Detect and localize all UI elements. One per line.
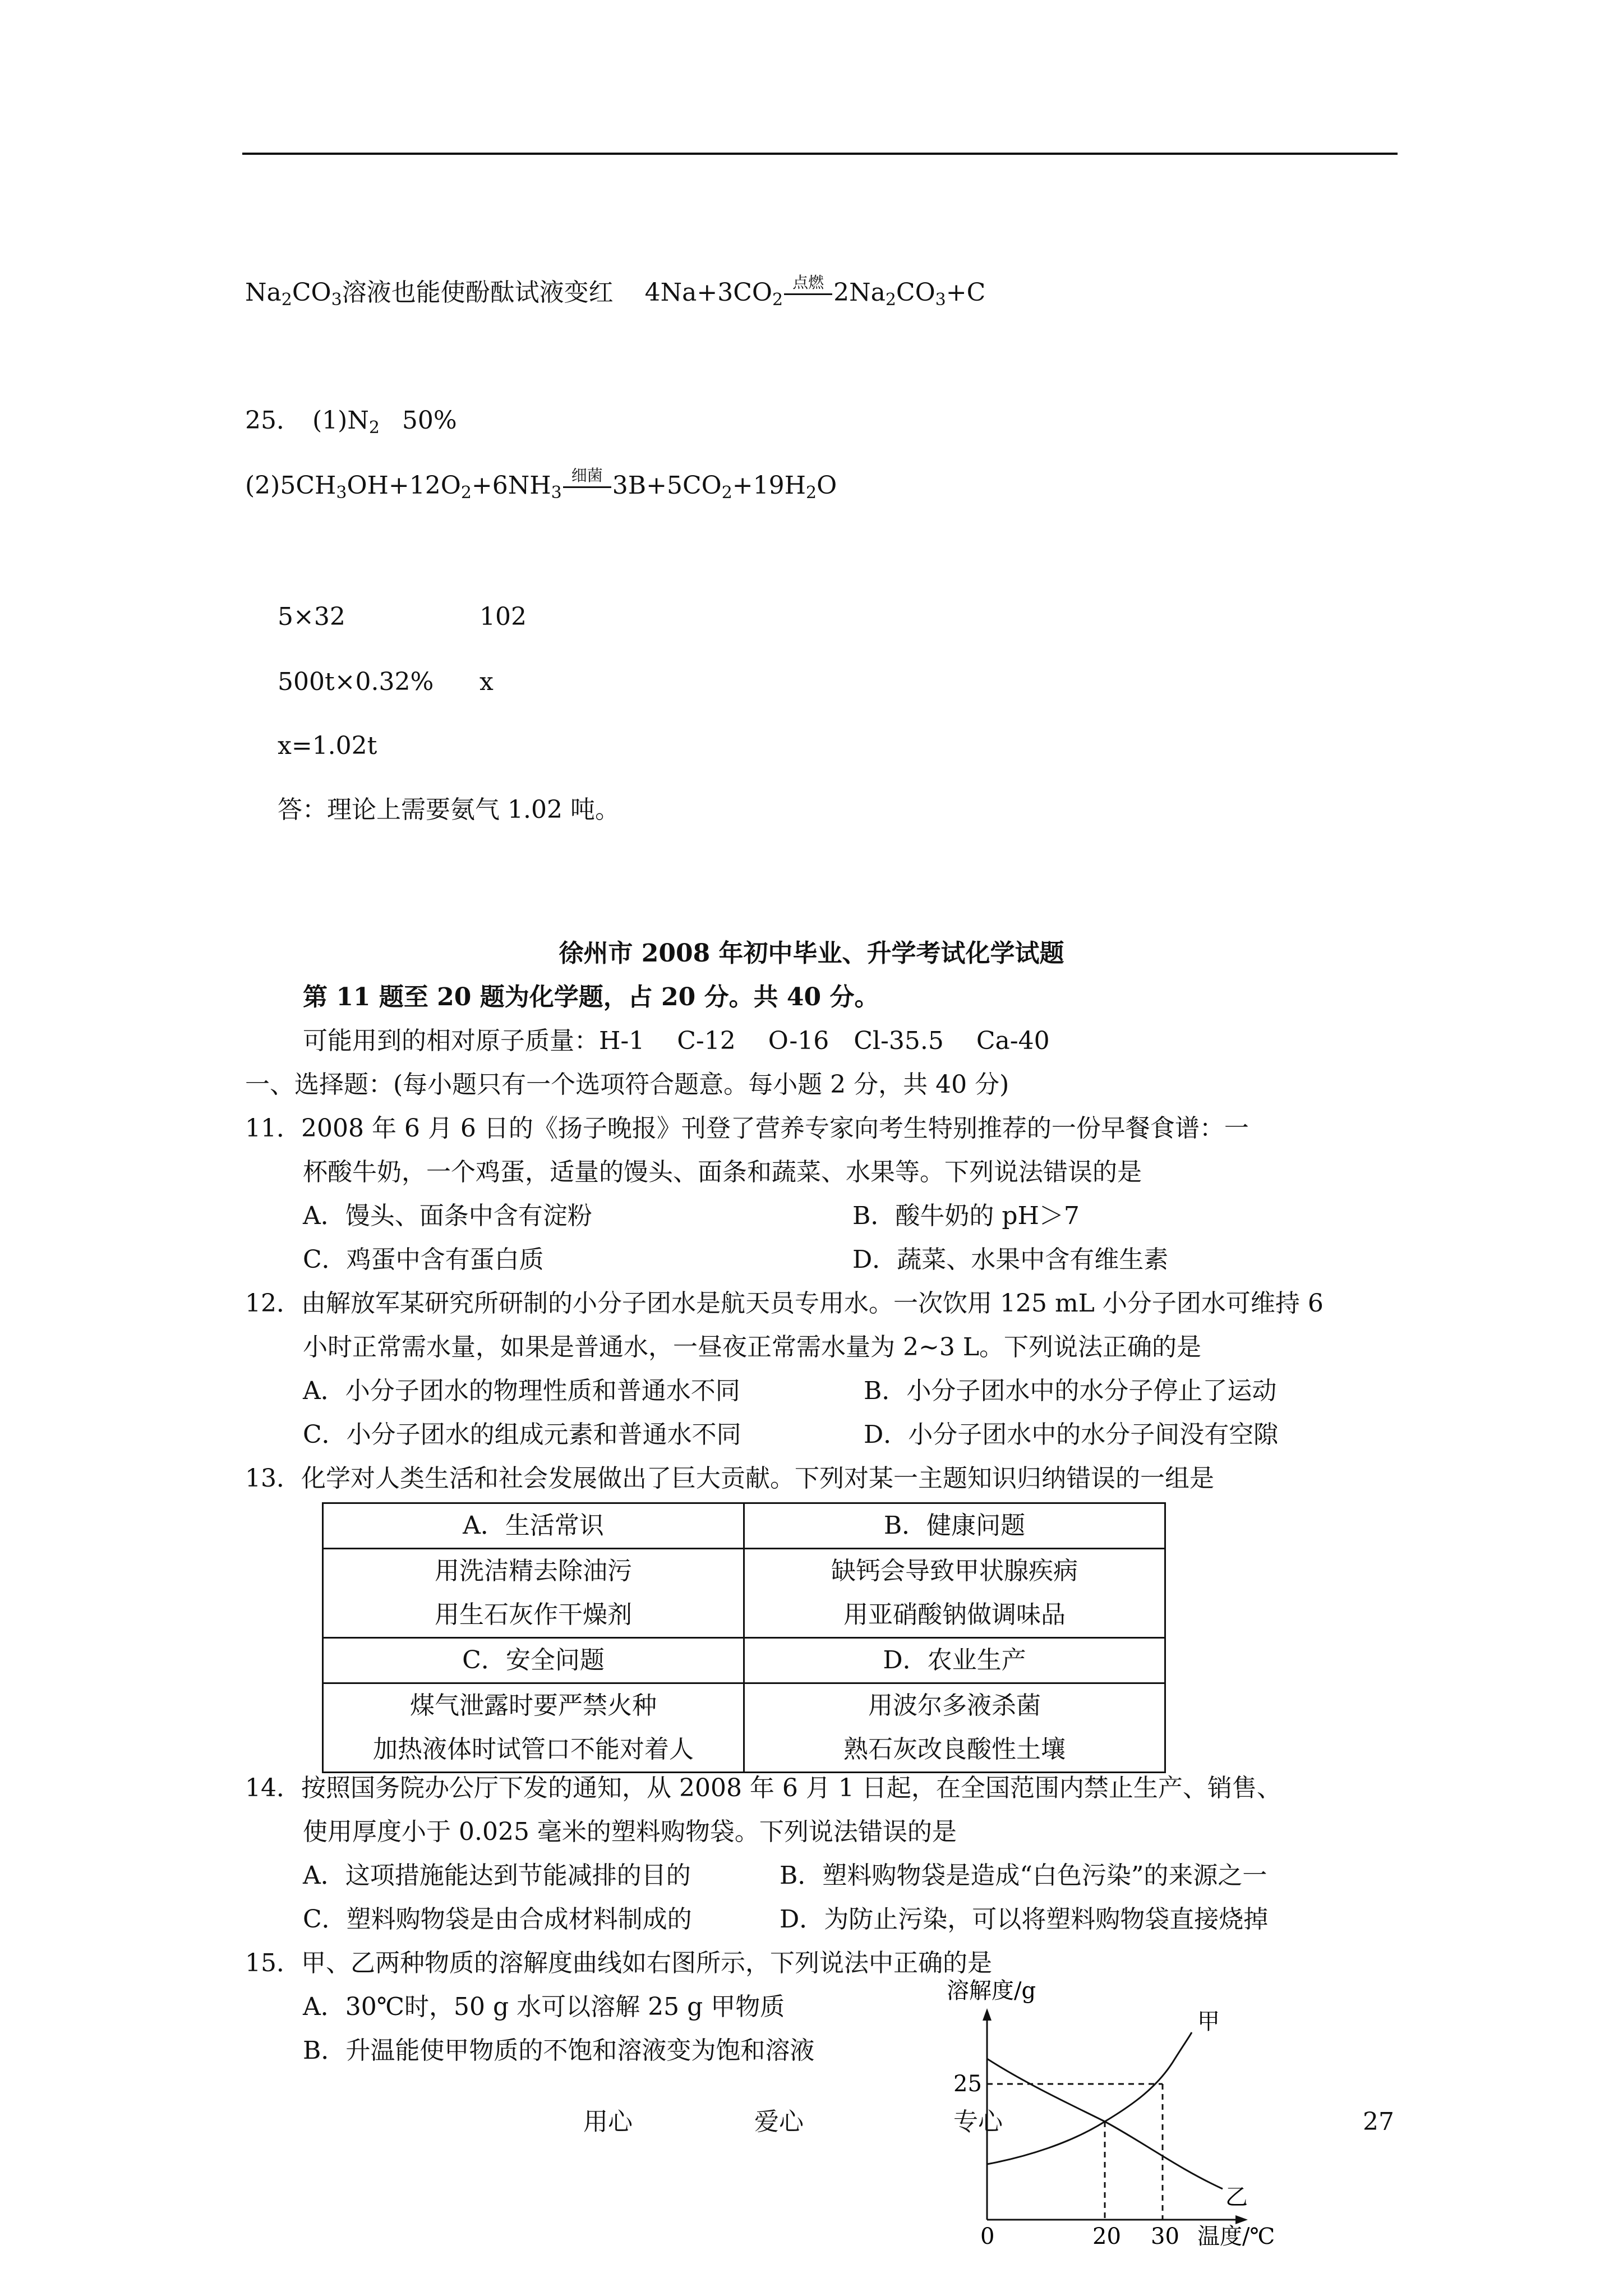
x-tick-20: 20 [1092, 2224, 1121, 2249]
q12-option-b: B．小分子团水中的水分子停止了运动 [864, 1377, 1277, 1405]
q11-option-a: A．馒头、面条中含有淀粉 [303, 1202, 592, 1230]
q14-option-b: B．塑料购物袋是造成“白色污染”的来源之一 [780, 1861, 1267, 1890]
q11-stem-line1: 11．2008 年 6 月 6 日的《扬子晚报》刊登了营养专家向考生特别推荐的一份早餐食谱：一 [245, 1114, 1249, 1143]
q15-option-a: A．30℃时，50 g 水可以溶解 25 g 甲物质 [303, 1993, 785, 2021]
x-axis-arrow [1235, 2215, 1248, 2224]
q11-option-c: C．鸡蛋中含有蛋白质 [303, 1245, 544, 1274]
table-cell-d: 用波尔多液杀菌 熟石灰改良酸性土壤 [744, 1683, 1165, 1773]
table-header-d: D．农业生产 [744, 1638, 1165, 1683]
footer-word-1: 用心 [583, 2108, 633, 2136]
q25-part2-equation: $(2)5CH_3OH+12O_2+6NH_3$ 细菌 $3B+5CO_2+19H_2O$ [245, 466, 837, 503]
x-tick-30: 30 [1151, 2224, 1179, 2249]
reaction-condition: 点燃 [784, 282, 832, 307]
q12-option-c: C．小分子团水的组成元素和普通水不同 [303, 1420, 741, 1449]
q15-option-b: B．升温能使甲物质的不饱和溶液变为饱和溶液 [303, 2036, 815, 2065]
y-axis-arrow [983, 2008, 992, 2021]
calc-result: x=1.02t [278, 731, 377, 760]
x-tick-0: 0 [980, 2224, 995, 2249]
q15-stem: 15．甲、乙两种物质的溶解度曲线如右图所示，下列说法中正确的是 [245, 1949, 992, 1977]
calc-row-1b: 102 [479, 602, 527, 631]
reaction-condition: 细菌 [563, 475, 611, 500]
table-header-b: B．健康问题 [744, 1503, 1165, 1549]
q13-stem: 13．化学对人类生活和社会发展做出了巨大贡献。下列对某一主题知识归纳错误的一组是 [245, 1464, 1214, 1493]
calc-row-2a: 500t×0.32% [278, 668, 434, 696]
q13-knowledge-table [322, 1502, 1166, 1773]
header-rule [242, 153, 1398, 155]
y-axis-label: 溶解度/g [947, 1978, 1036, 2004]
q11-option-d: D．蔬菜、水果中含有维生素 [852, 1245, 1169, 1274]
calc-answer: 答：理论上需要氨气 1.02 吨。 [278, 795, 620, 824]
curve-jia [987, 2032, 1192, 2164]
q11-stem-line2: 杯酸牛奶，一个鸡蛋，适量的馒头、面条和蔬菜、水果等。下列说法错误的是 [303, 1158, 1142, 1186]
page-number: 27 [1363, 2108, 1394, 2136]
q25-part1: 25． $(1)N_2$ 50% [245, 406, 457, 438]
q14-option-a: A．这项措施能达到节能减排的目的 [303, 1861, 691, 1890]
curve-yi-label: 乙 [1225, 2184, 1248, 2210]
y-tick-25: 25 [953, 2071, 982, 2097]
atomic-masses: 可能用到的相对原子质量：H-1 C-12 O-16 Cl-35.5 Ca-40 [303, 1027, 1050, 1055]
exam-title: 徐州市 2008 年初中毕业、升学考试化学试题 [559, 939, 1064, 968]
q14-option-c: C．塑料购物袋是由合成材料制成的 [303, 1905, 692, 1934]
q12-option-d: D．小分子团水中的水分子间没有空隙 [864, 1420, 1279, 1449]
q12-stem-line1: 12．由解放军某研究所研制的小分子团水是航天员专用水。一次饮用 125 mL 小分子团水可维持 6 [245, 1289, 1324, 1318]
q14-stem-line1: 14．按照国务院办公厅下发的通知，从 2008 年 6 月 1 日起，在全国范围内禁止生产、销售、 [245, 1774, 1281, 1802]
exam-subtitle: 第 11 题至 20 题为化学题，占 20 分。共 40 分。 [303, 983, 879, 1011]
footer-word-3: 专心 [953, 2108, 1003, 2136]
table-header-a: A．生活常识 [323, 1503, 744, 1549]
table-cell-a: 用洗洁精去除油污 用生石灰作干燥剂 [323, 1549, 744, 1638]
prev-line-na2co3: $Na_2CO_3$溶液也能使酚酞试液变红 $4Na+3CO_2$ 点燃 $2Na_2CO_3+C$ [245, 273, 986, 310]
q11-option-b: B．酸牛奶的 pH＞7 [852, 1202, 1080, 1230]
x-axis-label: 温度/℃ [1197, 2224, 1275, 2249]
table-cell-c: 煤气泄露时要严禁火种 加热液体时试管口不能对着人 [323, 1683, 744, 1773]
calc-row-2b: x [479, 668, 494, 696]
q14-option-d: D．为防止污染，可以将塑料购物袋直接烧掉 [780, 1905, 1269, 1934]
calc-row-1a: 5×32 [278, 602, 345, 631]
table-header-c: C．安全问题 [323, 1638, 744, 1683]
curve-jia-label: 甲 [1197, 2009, 1220, 2035]
q14-stem-line2: 使用厚度小于 0.025 毫米的塑料购物袋。下列说法错误的是 [303, 1818, 957, 1846]
q12-stem-line2: 小时正常需水量，如果是普通水，一昼夜正常需水量为 2~3 L。下列说法正确的是 [303, 1333, 1202, 1361]
q12-option-a: A．小分子团水的物理性质和普通水不同 [303, 1377, 740, 1405]
table-cell-b: 缺钙会导致甲状腺疾病 用亚硝酸钠做调味品 [744, 1549, 1165, 1638]
footer-word-2: 爱心 [754, 2108, 804, 2136]
section-heading: 一、选择题：(每小题只有一个选项符合题意。每小题 2 分，共 40 分) [245, 1070, 1009, 1099]
